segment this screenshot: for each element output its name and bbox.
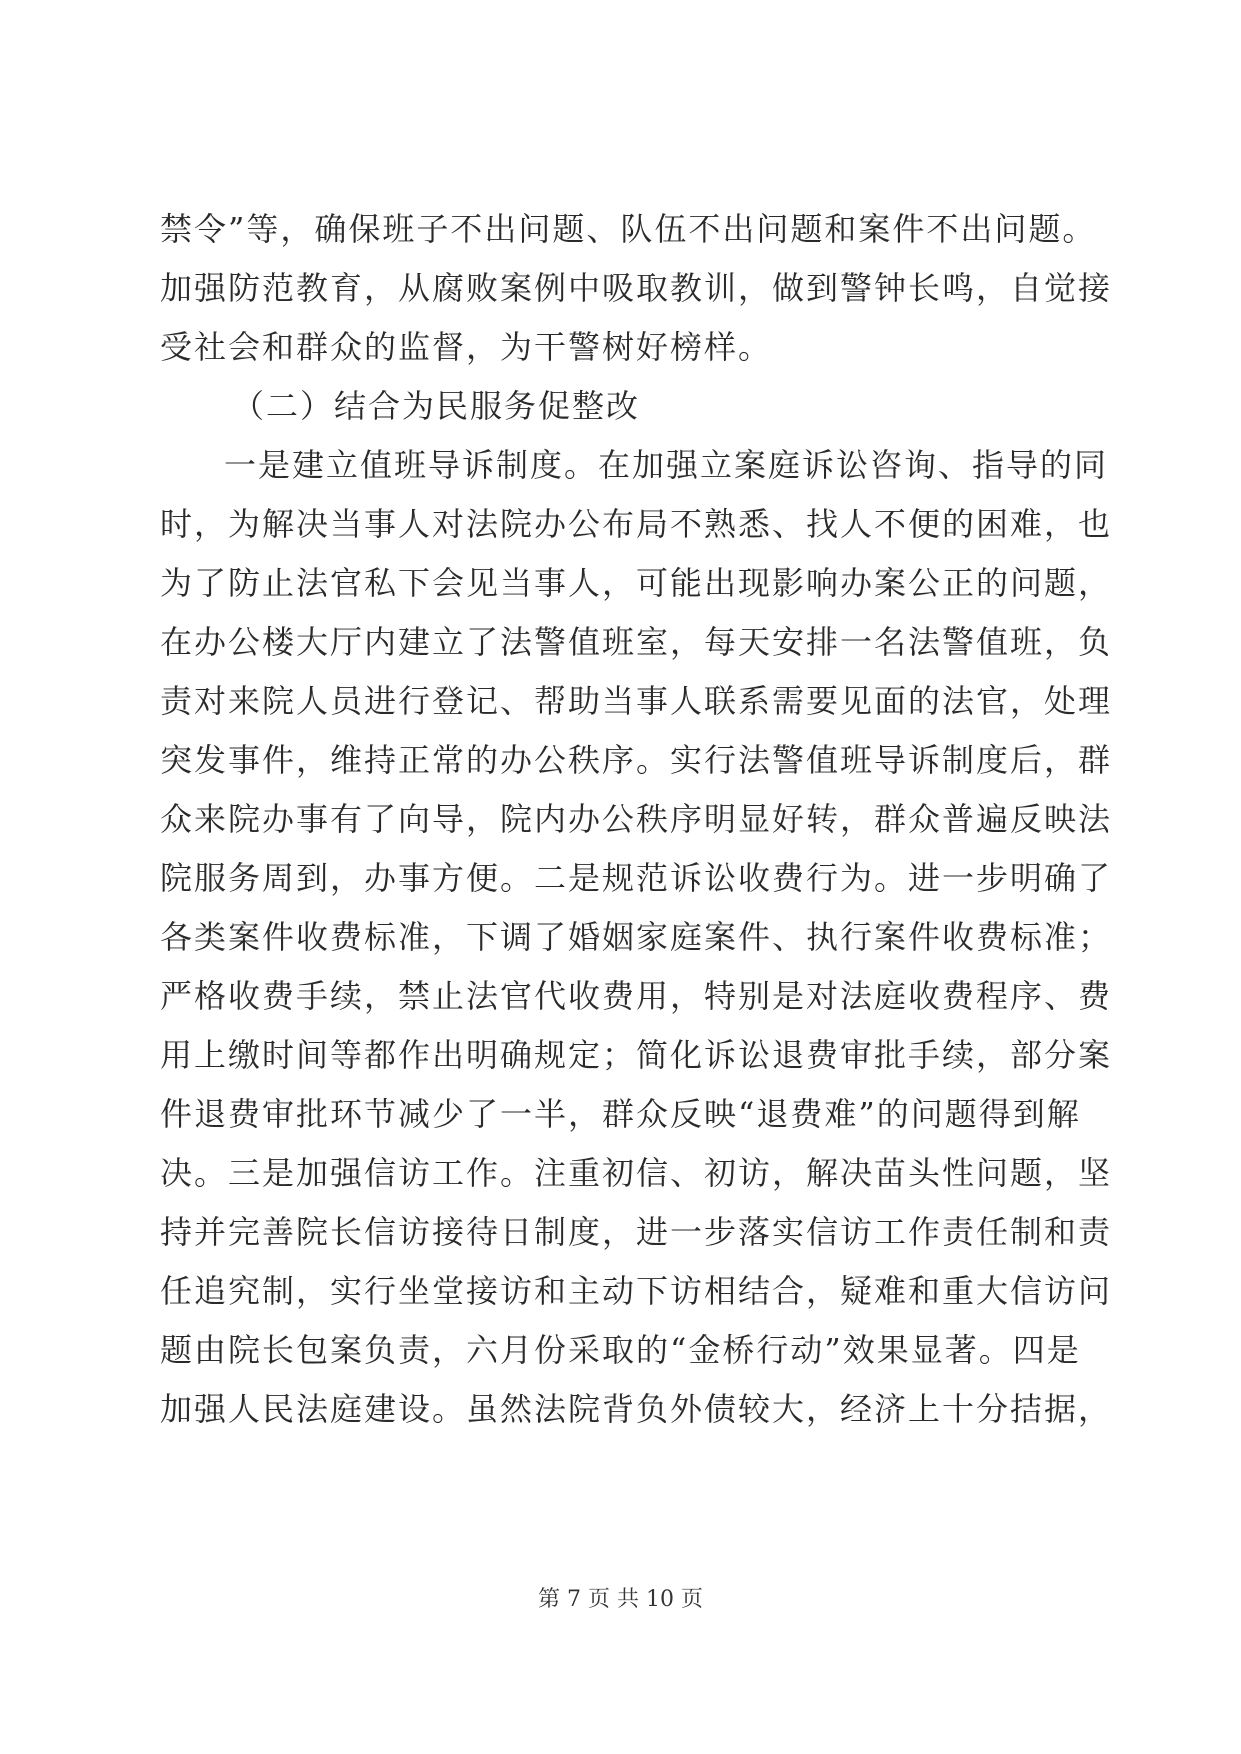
paragraph-line: 院服务周到，办事方便。二是规范诉讼收费行为。进一步明确了 xyxy=(160,859,1113,897)
paragraph-line: 决。三是加强信访工作。注重初信、初访，解决苗头性问题，坚 xyxy=(160,1154,1113,1192)
paragraph-line: 用上缴时间等都作出明确规定；简化诉讼退费审批手续，部分案 xyxy=(160,1036,1113,1074)
paragraph-line: 众来院办事有了向导，院内办公秩序明显好转，群众普遍反映法 xyxy=(160,800,1113,838)
paragraph-line: 受社会和群众的监督，为干警树好榜样。 xyxy=(160,328,773,366)
paragraph-line: 持并完善院长信访接待日制度，进一步落实信访工作责任制和责 xyxy=(160,1213,1113,1251)
paragraph-line: 件退费审批环节减少了一半，群众反映“退费难”的问题得到解 xyxy=(160,1095,1081,1133)
page-number-footer: 第 7 页 共 10 页 xyxy=(538,1587,703,1612)
document-body xyxy=(160,200,1113,1439)
paragraph-line: 加强防范教育，从腐败案例中吸取教训，做到警钟长鸣，自觉接 xyxy=(160,269,1113,307)
paragraph-line: 禁令”等，确保班子不出问题、队伍不出问题和案件不出问题。 xyxy=(160,210,1097,248)
paragraph-line: 各类案件收费标准，下调了婚姻家庭案件、执行案件收费标准； xyxy=(160,918,1113,956)
paragraph-line: 突发事件，维持正常的办公秩序。实行法警值班导诉制度后，群 xyxy=(160,741,1113,779)
paragraph-line: 时，为解决当事人对法院办公布局不熟悉、找人不便的困难，也 xyxy=(160,505,1113,543)
paragraph-line: 责对来院人员进行登记、帮助当事人联系需要见面的法官，处理 xyxy=(160,682,1113,720)
paragraph-line: 一是建立值班导诉制度。在加强立案庭诉讼咨询、指导的同 xyxy=(224,446,1109,484)
paragraph-line: 严格收费手续，禁止法官代收费用，特别是对法庭收费程序、费 xyxy=(160,977,1113,1015)
paragraph-line: 为了防止法官私下会见当事人，可能出现影响办案公正的问题， xyxy=(160,564,1113,602)
section-heading: （二）结合为民服务促整改 xyxy=(232,387,641,425)
paragraph-line: 加强人民法庭建设。虽然法院背负外债较大，经济上十分拮据， xyxy=(160,1390,1113,1428)
paragraph-line: 题由院长包案负责，六月份采取的“金桥行动”效果显著。四是 xyxy=(160,1331,1081,1369)
paragraph-line: 在办公楼大厅内建立了法警值班室，每天安排一名法警值班，负 xyxy=(160,623,1113,661)
paragraph-line: 任追究制，实行坐堂接访和主动下访相结合，疑难和重大信访问 xyxy=(160,1272,1113,1310)
